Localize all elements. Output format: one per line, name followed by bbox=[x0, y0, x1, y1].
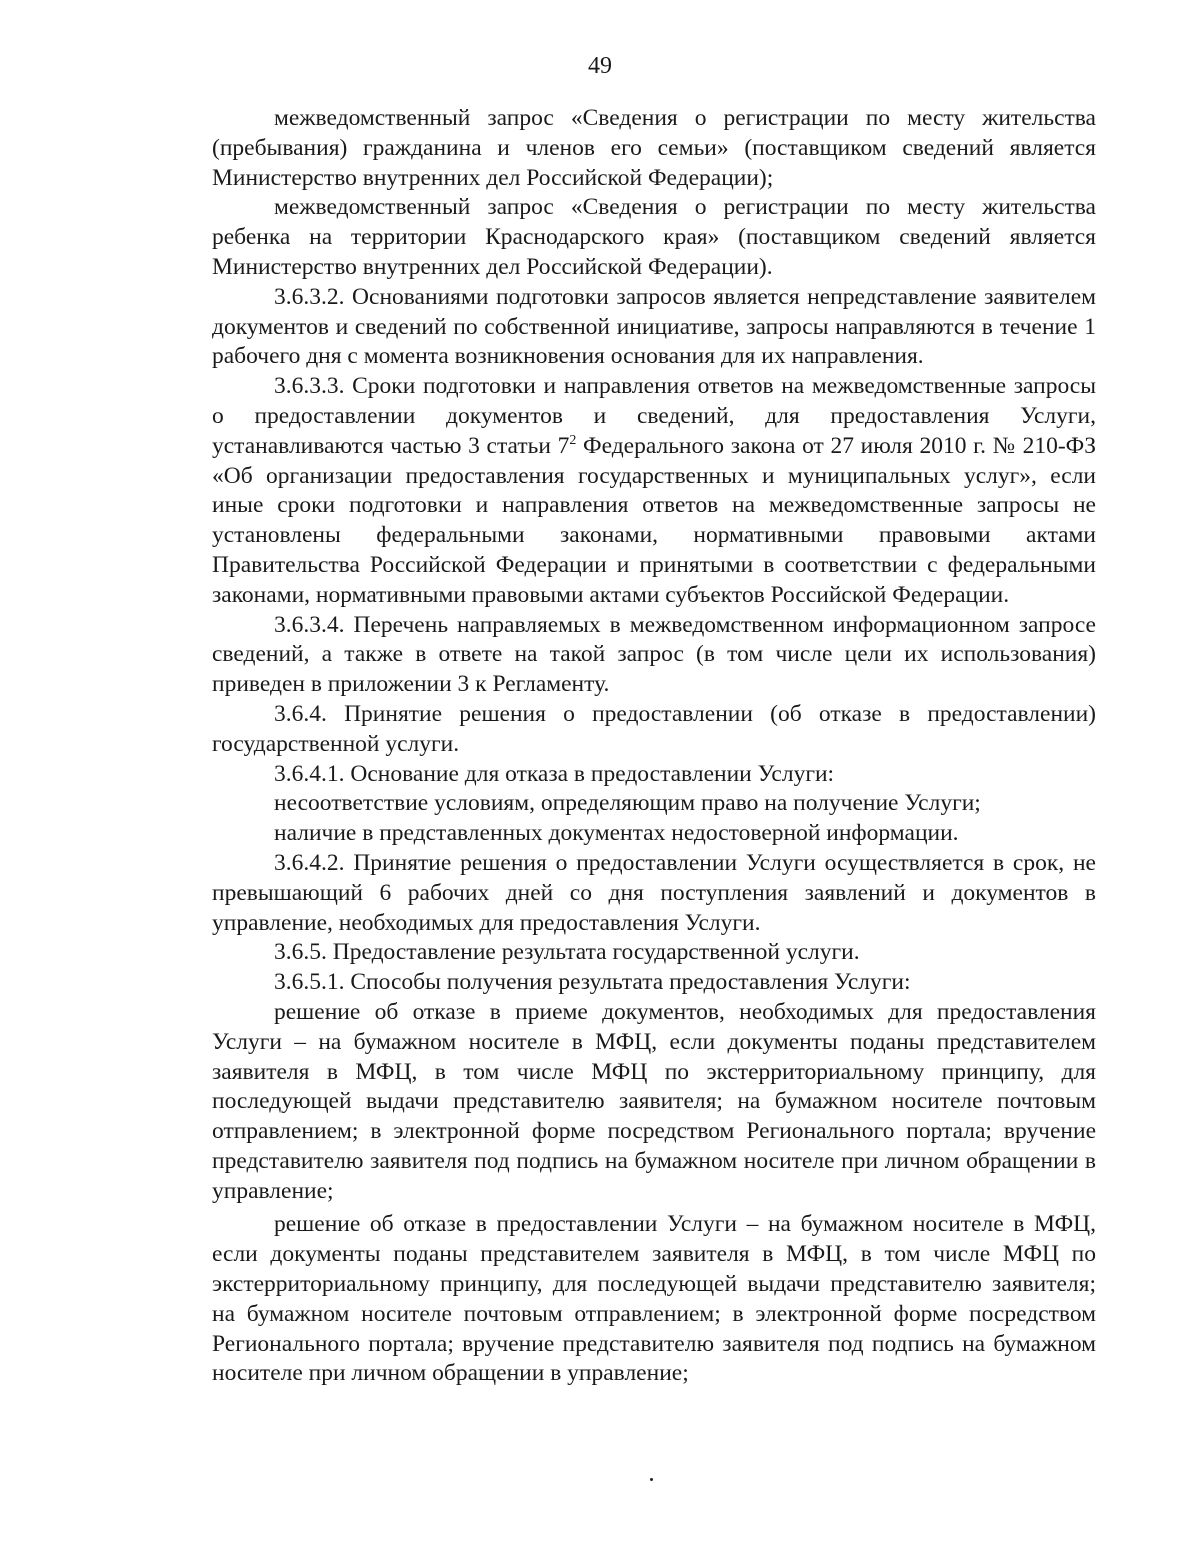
paragraph-request-registration-family: межведомственный запрос «Сведения о регистрации по месту жительства (пребывания) гражданина и членов его семьи» (поставщиком сведений является Министерство внутренних дел Российской Федерации); bbox=[212, 105, 1096, 191]
superscript-article-index: 2 bbox=[569, 432, 577, 448]
paragraph-refusal-service-delivery: решение об отказе в предоставлении Услуги – на бумажном носителе в МФЦ, если документы поданы представителем заявителя в МФЦ, в том числе МФЦ по экстерриториальному принципу, для последующей выдачи представителю заявителя; на бумажном носителе почтовым отправлением; в электронной форме посредством Регионального портала; вручение представителю заявителя под подпись на бумажном носителе при личном обращении в управление; bbox=[212, 1211, 1096, 1387]
paragraph-3-6-3-3-part2: Федерального закона от 27 июля 2010 г. № 210-ФЗ «Об организации предоставления государственных и муниципальных услуг», если иные сроки подготовки и направления ответов на межведомственные запросы не установлены федеральными законами, нормативными правовыми актами Правительства Российской Федерации и принятыми в соответствии с федеральными законами, нормативными правовыми актами субъектов Российской Федерации. bbox=[212, 432, 1096, 608]
paragraph-3-6-4-2: 3.6.4.2. Принятие решения о предоставлении Услуги осуществляется в срок, не превышающий 6 рабочих дней со дня поступления заявлений и документов в управление, необходимых для предоставления Услуги. bbox=[212, 849, 1096, 936]
paragraph-3-6-3-2: 3.6.3.2. Основаниями подготовки запросов является непредставление заявителем документов и сведений по собственной инициативе, запросы направляются в течение 1 рабочего дня с момента возникновения основания для их направления. bbox=[212, 283, 1096, 370]
paragraph-refusal-ground-false-info: наличие в представленных документах недостоверной информации. bbox=[274, 820, 959, 847]
paragraph-3-6-3-3-part1: 3.6.3.3. Сроки подготовки и направления ответов на межведомственные запросы о предоставлении документов и сведений, для предоставления Услуги, устанавливаются частью 3 статьи 7 bbox=[212, 373, 1096, 459]
document-body bbox=[212, 104, 1096, 1389]
paragraph-3-6-4-1: 3.6.4.1. Основание для отказа в предоставлении Услуги: bbox=[274, 760, 835, 787]
paragraph-3-6-3-3 bbox=[212, 372, 1096, 610]
paragraph-request-registration-child: межведомственный запрос «Сведения о регистрации по месту жительства ребенка на территории Краснодарского края» (поставщиком сведений является Министерство внутренних дел Российской Федерации). bbox=[212, 194, 1096, 280]
scan-speck bbox=[650, 1478, 653, 1481]
paragraph-3-6-4: 3.6.4. Принятие решения о предоставлении (об отказе в предоставлении) государственной услуги. bbox=[212, 700, 1096, 757]
paragraph-3-6-5: 3.6.5. Предоставление результата государственной услуги. bbox=[274, 939, 860, 966]
paragraph-refusal-acceptance-delivery: решение об отказе в приеме документов, необходимых для предоставления Услуги – на бумажном носителе в МФЦ, если документы поданы представителем заявителя в МФЦ, в том числе МФЦ по экстерриториальному принципу, для последующей выдачи представителю заявителя; на бумажном носителе почтовым отправлением; в электронной форме посредством Регионального портала; вручение представителю заявителя под подпись на бумажном носителе при личном обращении в управление; bbox=[212, 998, 1096, 1204]
paragraph-refusal-ground-conditions: несоответствие условиям, определяющим право на получение Услуги; bbox=[274, 790, 981, 817]
paragraph-3-6-3-4: 3.6.3.4. Перечень направляемых в межведомственном информационном запросе сведений, а также в ответе на такой запрос (в том числе цели их использования) приведен в приложении 3 к Регламенту. bbox=[212, 611, 1096, 698]
paragraph-3-6-5-1: 3.6.5.1. Способы получения результата предоставления Услуги: bbox=[274, 969, 911, 996]
page-number: 49 bbox=[588, 53, 612, 79]
